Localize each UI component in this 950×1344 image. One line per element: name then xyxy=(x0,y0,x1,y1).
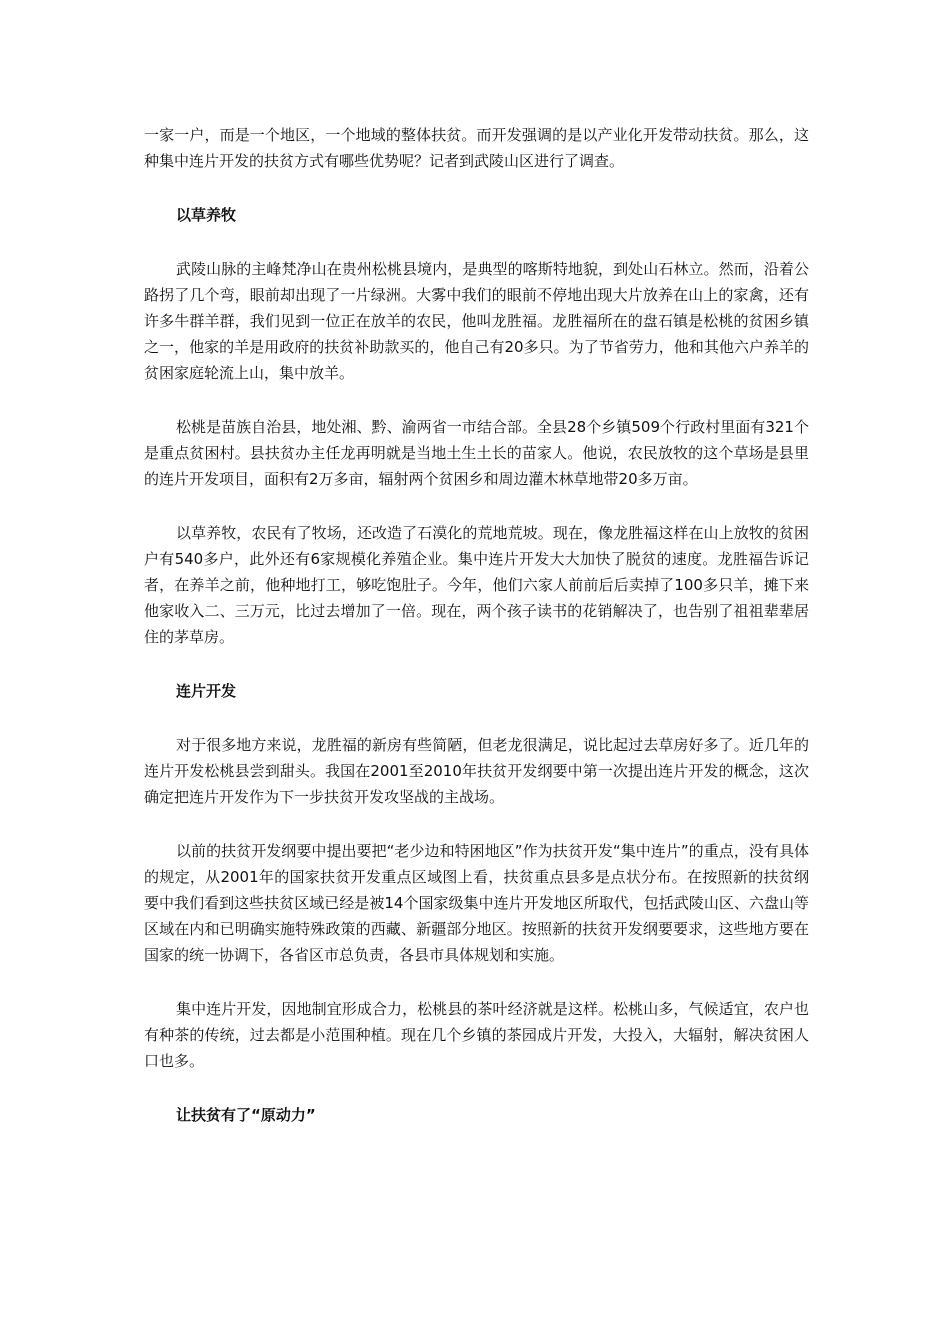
section-heading-driving-force: 让扶贫有了“原动力” xyxy=(176,1106,316,1124)
paragraph-songtao-county: 松桃是苗族自治县，地处湘、黔、渝两省一市结合部。全县28个乡镇509个行政村里面有321个是重点贫困村。县扶贫办主任龙再明就是当地土生土长的苗家人。他说，农民放牧的这个草场是县里的连片开发项目，面积有2万多亩，辐射两个贫困乡和周边灌木林草地带20多万亩。 xyxy=(144,418,809,488)
section-heading-grass-grazing: 以草养牧 xyxy=(176,206,237,224)
paragraph-grass-grazing-results: 以草养牧，农民有了牧场，还改造了石漠化的荒地荒坡。现在，像龙胜福这样在山上放牧的贫困户有540多户，此外还有6家规模化养殖企业。集中连片开发大大加快了脱贫的速度。龙胜福告诉记者，在养羊之前，他种地打工，够吃饱肚子。今年，他们六家人前前后后卖掉了100多只羊，摊下来他家收入二、三万元，比过去增加了一倍。现在，两个孩子读书的花销解决了，也告别了祖祖辈辈居住的茅草房。 xyxy=(144,524,809,646)
paragraph-tea-economy: 集中连片开发，因地制宜形成合力，松桃县的茶叶经济就是这样。松桃山多，气候适宜，农户也有种茶的传统，过去都是小范围种植。现在几个乡镇的茶园成片开发，大投入，大辐射，解决贫困人口也多。 xyxy=(144,1000,809,1070)
article-body xyxy=(144,122,809,1156)
paragraph-poverty-outline: 以前的扶贫开发纲要中提出要把“老少边和特困地区”作为扶贫开发“集中连片”的重点，没有具体的规定，从2001年的国家扶贫开发重点区域图上看，扶贫重点县多是点状分布。在按照新的扶贫纲要中我们看到这些扶贫区域已经是被14个国家级集中连片开发地区所取代，包括武陵山区、六盘山等区域在内和已明确实施特殊政策的西藏、新疆部分地区。按照新的扶贫开发纲要要求，这些地方要在国家的统一协调下，各省区市总负责，各县市具体规划和实施。 xyxy=(144,842,809,964)
section-heading-contiguous-development: 连片开发 xyxy=(176,682,237,700)
paragraph-wuling-mountain: 武陵山脉的主峰梵净山在贵州松桃县境内，是典型的喀斯特地貌，到处山石林立。然而，沿着公路拐了几个弯，眼前却出现了一片绿洲。大雾中我们的眼前不停地出现大片放养在山上的家禽，还有许多牛群羊群，我们见到一位正在放羊的农民，他叫龙胜福。龙胜福所在的盘石镇是松桃的贫困乡镇之一，他家的羊是用政府的扶贫补助款买的，他自己有20多只。为了节省劳力，他和其他六户养羊的贫困家庭轮流上山，集中放羊。 xyxy=(144,260,809,382)
intro-paragraph: 一家一户，而是一个地区，一个地域的整体扶贫。而开发强调的是以产业化开发带动扶贫。那么，这种集中连片开发的扶贫方式有哪些优势呢？记者到武陵山区进行了调查。 xyxy=(144,126,809,170)
paragraph-new-house: 对于很多地方来说，龙胜福的新房有些简陋，但老龙很满足，说比起过去草房好多了。近几年的连片开发松桃县尝到甜头。我国在2001至2010年扶贫开发纲要中第一次提出连片开发的概念，这次确定把连片开发作为下一步扶贫开发攻坚战的主战场。 xyxy=(144,736,809,806)
